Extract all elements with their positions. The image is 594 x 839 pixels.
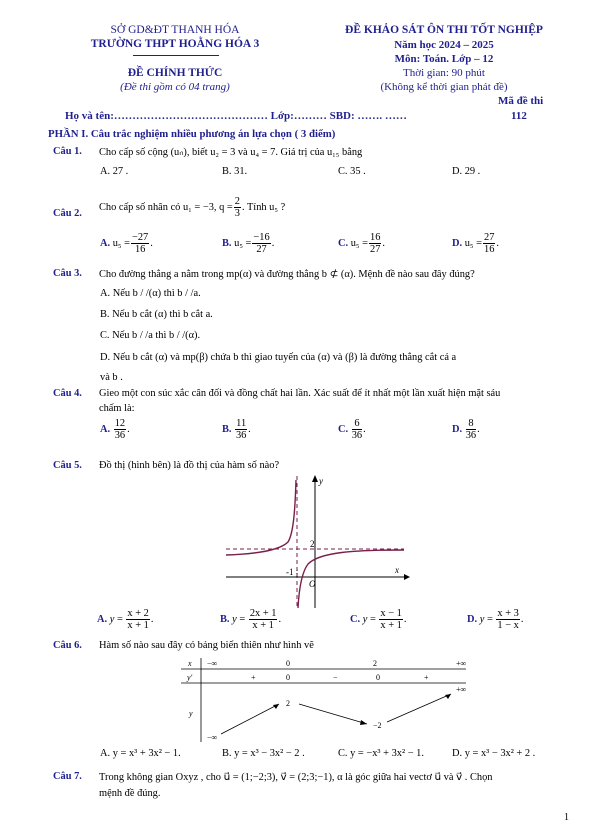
- official-label: ĐỀ CHÍNH THỨC: [127, 67, 223, 79]
- option-numerator: 16: [370, 232, 381, 243]
- option-fraction: [369, 232, 381, 255]
- question-1-text: Cho cấp số cộng (uₙ), biết u₂ = 3 và u₄ = 7. Giá trị của u₁₅ bằng: [99, 147, 363, 158]
- arrow-up-2: [387, 694, 451, 722]
- option-fraction: [114, 418, 126, 441]
- y-tick-label: 2: [310, 539, 315, 549]
- curve-left-branch: [226, 480, 296, 555]
- question-2-label: Câu 2.: [53, 208, 82, 219]
- q1-option-d: D. 29 .: [452, 166, 481, 177]
- q3-option-a: A. Nếu b / /(α) thì b / /a.: [100, 288, 201, 299]
- sign-1: +: [251, 673, 256, 682]
- question-4-text-cont: chấm là:: [99, 403, 135, 414]
- option-numerator: x + 3: [497, 608, 519, 619]
- subject: Môn: Toán. Lớp – 12: [394, 53, 494, 65]
- q3-option-b: B. Nếu b cắt (α) thì b cắt a.: [100, 309, 213, 320]
- question-2-text: [99, 196, 285, 219]
- option-numerator: 6: [352, 418, 362, 430]
- option-prefix: u₅ =: [350, 238, 368, 249]
- option-letter: B.: [222, 238, 232, 249]
- dept-name: SỞ GD&ĐT THANH HÓA: [110, 24, 240, 36]
- option-denominator: 36: [351, 430, 363, 441]
- option-denominator: 36: [114, 430, 126, 441]
- q2-den: 3: [234, 208, 240, 219]
- q1-option-b: B. 31.: [222, 166, 248, 177]
- q5-option-a: A. y = $\frac{x + 2}{x + 1}$ .: [97, 608, 154, 631]
- arrow-down-head: [360, 720, 367, 725]
- y-axis-label: y: [319, 476, 323, 486]
- q4-option-a: A. $\frac{12}{36}$ .: [100, 418, 130, 441]
- option-denominator: x + 1: [127, 620, 149, 631]
- option-fraction: [252, 232, 270, 255]
- option-numerator: 11: [236, 418, 247, 429]
- exam-title: ĐỀ KHẢO SÁT ÔN THI TỐT NGHIỆP: [345, 24, 543, 36]
- option-denominator: 16: [134, 244, 146, 255]
- x-val-pos-inf: +∞: [456, 659, 467, 668]
- q2-option-a: A. u₅ = $\frac{-27}{16}$ .: [100, 232, 153, 255]
- q6-option-c: C. y = −x³ + 3x² − 1.: [338, 748, 424, 759]
- y-min-value: −2: [373, 721, 382, 730]
- function-graph: [224, 474, 410, 610]
- school-year: Năm học 2024 – 2025: [394, 39, 494, 51]
- q4-option-d: D. $\frac{8}{36}$ .: [452, 418, 480, 441]
- option-numerator: 12: [114, 418, 126, 429]
- option-letter: D.: [452, 424, 463, 435]
- option-fraction: [131, 232, 149, 255]
- option-denominator: 27: [256, 244, 267, 255]
- question-5-label: Câu 5.: [53, 460, 82, 471]
- option-letter: B.: [222, 424, 232, 435]
- x-axis-label: x: [395, 565, 399, 575]
- q2-text-b: . Tính u₅ ?: [241, 202, 286, 213]
- option-denominator: 1 − x: [497, 620, 519, 631]
- option-prefix: u₅ =: [234, 238, 252, 249]
- arrow-up-1: [221, 704, 279, 734]
- x-tick-label: -1: [286, 567, 294, 577]
- q4-option-b: B. $\frac{11}{36}$ .: [222, 418, 251, 441]
- page-number: 1: [564, 812, 569, 823]
- x-val-2: 2: [373, 659, 377, 668]
- question-1-label: Câu 1.: [53, 146, 82, 157]
- section-title: PHẦN I. Câu trắc nghiệm nhiều phương án lựa chọn ( 3 điểm): [48, 128, 336, 140]
- variation-table: [181, 656, 471, 742]
- q3-option-d-cont: và b .: [100, 372, 123, 383]
- option-letter: C.: [350, 614, 361, 625]
- q1-option-c: C. 35 .: [338, 166, 366, 177]
- student-info-line: Họ và tên:…………………………………… Lớp:……… SBD: ……. ……: [65, 110, 407, 122]
- option-letter: C.: [338, 238, 349, 249]
- option-numerator: 27: [484, 232, 495, 243]
- y-axis-arrow: [312, 475, 318, 482]
- q5-option-d: D. y = $\frac{x + 3}{1 - x}$ .: [467, 608, 524, 631]
- option-numerator: −16: [253, 232, 270, 243]
- school-name: TRƯỜNG THPT HOẰNG HÓA 3: [90, 38, 260, 50]
- option-letter: D.: [452, 238, 463, 249]
- option-letter: D.: [467, 614, 478, 625]
- option-letter: C.: [338, 424, 349, 435]
- exam-code: 112: [511, 110, 527, 122]
- q6-option-d: D. y = x³ − 3x² + 2 .: [452, 748, 536, 759]
- option-letter: B.: [220, 614, 230, 625]
- option-fraction: [379, 608, 402, 631]
- option-prefix: u₅ =: [112, 238, 130, 249]
- question-3-label: Câu 3.: [53, 268, 82, 279]
- question-4-label: Câu 4.: [53, 388, 82, 399]
- pages-note: (Đề thi gồm có 04 trang): [120, 81, 230, 93]
- option-letter: A.: [97, 614, 108, 625]
- sign-zero-1: 0: [286, 673, 290, 682]
- header-underline: [133, 55, 219, 56]
- question-7-text-cont: mệnh đề đúng.: [99, 788, 161, 799]
- arrow-down: [299, 704, 367, 724]
- option-fraction: [249, 608, 278, 631]
- option-denominator: x + 1: [252, 620, 274, 631]
- question-7-label: Câu 7.: [53, 771, 82, 782]
- question-4-text: Gieo một con súc xắc cân đối và đồng chất hai lần. Xác suất để ít nhất một lần xuất hiện mặt sáu: [99, 388, 501, 399]
- x-axis-arrow: [404, 574, 410, 580]
- option-denominator: x + 1: [380, 620, 402, 631]
- table-y-label: y: [189, 709, 193, 718]
- option-denominator: 16: [484, 244, 495, 255]
- exam-time: Thời gian: 90 phút: [403, 67, 485, 79]
- option-numerator: 2x + 1: [249, 608, 277, 619]
- question-6-label: Câu 6.: [53, 640, 82, 651]
- option-numerator: 8: [466, 418, 476, 430]
- y-neg-inf: −∞: [207, 733, 218, 742]
- q2-option-d: D. u₅ = $\frac{27}{16}$ .: [452, 232, 499, 255]
- table-yprime-label: y′: [187, 673, 193, 682]
- q2-num: 2: [234, 196, 240, 207]
- x-val-0: 0: [286, 659, 290, 668]
- q5-option-c: C. y = $\frac{x - 1}{x + 1}$ .: [350, 608, 407, 631]
- option-denominator: 36: [465, 430, 477, 441]
- option-numerator: x + 2: [127, 608, 149, 619]
- q2-option-c: C. u₅ = $\frac{16}{27}$ .: [338, 232, 385, 255]
- sign-zero-2: 0: [376, 673, 380, 682]
- option-fraction: [126, 608, 149, 631]
- option-fraction: [352, 418, 362, 441]
- option-letter: A.: [100, 424, 111, 435]
- option-fraction: [483, 232, 495, 255]
- question-5-text: Đồ thị (hình bên) là đồ thị của hàm số nào?: [99, 460, 280, 471]
- option-fraction: [235, 418, 247, 441]
- q2-fraction: [234, 196, 241, 219]
- q5-option-b: B. y = $\frac{2x + 1}{x + 1}$ .: [220, 608, 282, 631]
- q4-option-c: C. $\frac{6}{36}$ .: [338, 418, 366, 441]
- sign-2: −: [333, 673, 338, 682]
- question-6-text: Hàm số nào sau đây có bảng biến thiên như hình vẽ: [99, 640, 314, 651]
- y-max-value: 2: [286, 699, 290, 708]
- sign-3: +: [424, 673, 429, 682]
- question-7-text: Trong không gian Oxyz , cho u⃗ = (1;−2;3), v⃗ = (2;3;−1), α là góc giữa hai vectơ u⃗ và v⃗ . Chọn: [99, 772, 493, 783]
- table-x-label: x: [188, 659, 192, 668]
- q3-option-c: C. Nếu b / /a thì b / /(α).: [100, 330, 201, 341]
- q1-option-a: A. 27 .: [100, 166, 129, 177]
- option-denominator: 27: [370, 244, 381, 255]
- q3-option-d: D. Nếu b cắt (α) và mp(β) chứa b thì giao tuyến của (α) và (β) là đường thẳng cắt cả a: [100, 352, 457, 363]
- y-pos-inf: +∞: [456, 685, 467, 694]
- option-fraction: [466, 418, 476, 441]
- q2-text-a: Cho cấp số nhân có u₁ = −3, q =: [99, 202, 233, 213]
- origin-label: O: [309, 579, 316, 589]
- option-fraction: [496, 608, 519, 631]
- q2-option-b: B. u₅ = $\frac{-16}{27}$ .: [222, 232, 275, 255]
- q6-option-b: B. y = x³ − 3x² − 2 .: [222, 748, 305, 759]
- option-denominator: 36: [235, 430, 247, 441]
- q6-option-a: A. y = x³ + 3x² − 1.: [100, 748, 181, 759]
- x-val-neg-inf: −∞: [207, 659, 218, 668]
- question-3-text: Cho đường thẳng a nằm trong mp(α) và đường thẳng b ⊄ (α). Mệnh đề nào sau đây đúng?: [99, 269, 475, 280]
- time-note: (Không kể thời gian phát đề): [380, 81, 508, 93]
- option-letter: A.: [100, 238, 111, 249]
- option-prefix: u₅ =: [464, 238, 482, 249]
- option-numerator: x − 1: [380, 608, 402, 619]
- option-numerator: −27: [132, 232, 149, 243]
- exam-code-label: Mã đề thi: [498, 95, 544, 107]
